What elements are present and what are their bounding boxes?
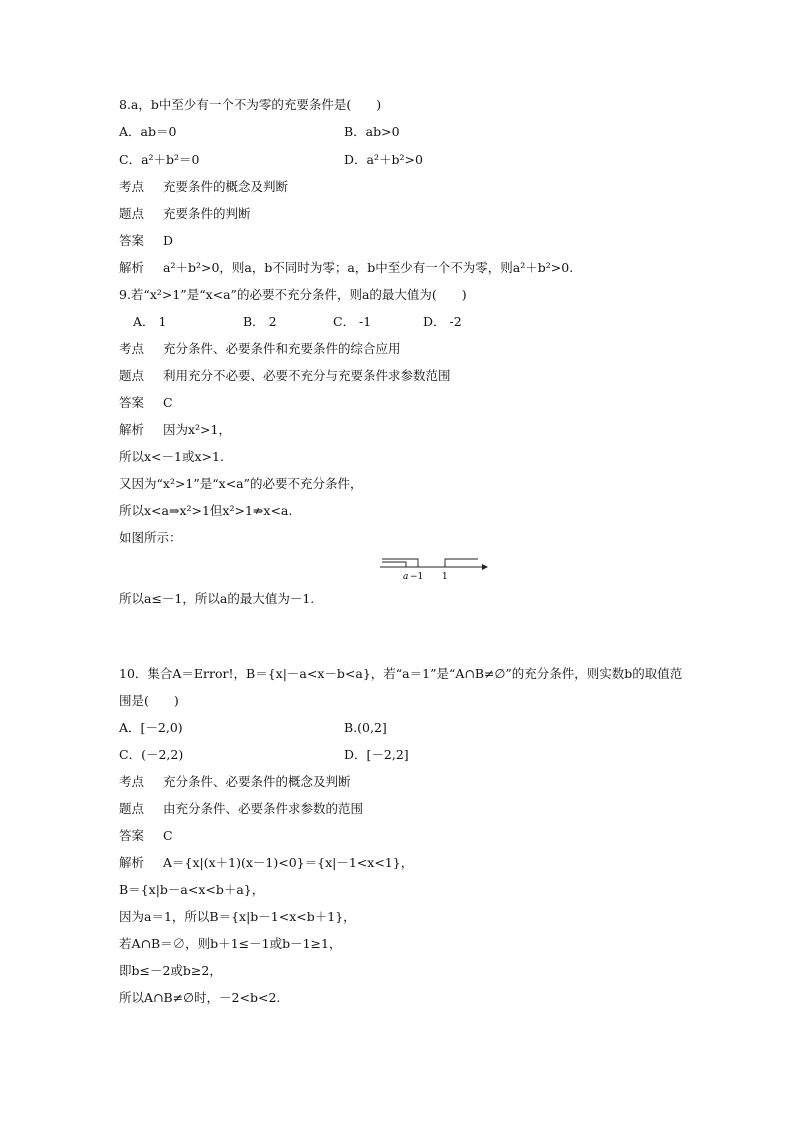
q9-solution-line-1: 所以x<－1或x>1. bbox=[119, 449, 224, 464]
q9-solution-line-3: 所以x<a⇒x²>1但x²>1⇏x<a. bbox=[119, 503, 293, 518]
q9-option-c: C． -1 bbox=[333, 314, 372, 329]
kaodian-text: 充分条件、必要条件的概念及判断 bbox=[163, 774, 351, 789]
q10-solution-line-1: B＝{x|b－a<x<b＋a}， bbox=[119, 882, 265, 897]
q9-solution-line-4: 如图所示： bbox=[119, 530, 182, 545]
q9-answer bbox=[119, 395, 173, 411]
jiexi-label: 解析 bbox=[119, 260, 145, 275]
number-line-figure bbox=[378, 553, 488, 583]
q9-tidian bbox=[119, 368, 451, 384]
q9-option-a: A． 1 bbox=[133, 314, 167, 329]
q9-solution-line-5: 所以a≤－1，所以a的最大值为－1. bbox=[119, 591, 315, 606]
tidian-text: 由充分条件、必要条件求参数的范围 bbox=[163, 801, 364, 816]
q9-kaodian bbox=[119, 341, 401, 357]
answer-text: C bbox=[163, 828, 173, 843]
q9-option-d: D． -2 bbox=[423, 314, 462, 329]
q10-solution-line-4: 即b≤－2或b≥2， bbox=[119, 963, 222, 978]
q9-solution-line-2: 又因为“x²>1”是“x<a”的必要不充分条件， bbox=[119, 476, 363, 491]
q10-stem-line-2: 围是( ) bbox=[119, 693, 179, 708]
range-x-gt-1 bbox=[445, 559, 478, 567]
answer-label: 答案 bbox=[119, 233, 145, 248]
q8-option-a: A．ab＝0 bbox=[119, 124, 177, 139]
q8-option-b: B．ab>0 bbox=[344, 124, 400, 139]
kaodian-label: 考点 bbox=[119, 341, 145, 356]
q10-kaodian bbox=[119, 774, 351, 790]
q9-option-b: B． 2 bbox=[243, 314, 277, 329]
tidian-label: 题点 bbox=[119, 801, 145, 816]
q8-answer bbox=[119, 233, 173, 249]
q10-option-c: C．(－2,2) bbox=[119, 747, 184, 762]
tidian-label: 题点 bbox=[119, 206, 145, 221]
label-a: a bbox=[403, 572, 409, 582]
answer-text: C bbox=[163, 395, 173, 410]
tidian-text: 充要条件的判断 bbox=[163, 206, 251, 221]
label-minus-1: −1 bbox=[410, 572, 424, 582]
q10-answer bbox=[119, 828, 173, 844]
q10-tidian bbox=[119, 801, 363, 817]
q10-solution-line-5: 所以A∩B≠∅时，－2<b<2. bbox=[119, 990, 281, 1005]
q8-stem: 8.a，b中至少有一个不为零的充要条件是( ) bbox=[119, 97, 382, 112]
kaodian-text: 充要条件的概念及判断 bbox=[163, 179, 289, 194]
answer-label: 答案 bbox=[119, 828, 145, 843]
jiexi-text: a²＋b²>0，则a，b不同时为零；a，b中至少有一个不为零，则a²＋b²>0. bbox=[163, 260, 574, 275]
kaodian-text: 充分条件、必要条件和充要条件的综合应用 bbox=[163, 341, 401, 356]
q10-option-b: B.(0,2] bbox=[344, 720, 387, 735]
q8-tidian bbox=[119, 206, 251, 222]
label-1: 1 bbox=[442, 572, 448, 582]
q10-stem-line-1: 10．集合A＝Error!，B＝{x|－a<x－b<a}，若“a＝1”是“A∩B≠∅”的充分条件，则实数b的取值范 bbox=[119, 666, 683, 681]
q8-jiexi bbox=[119, 260, 573, 276]
answer-label: 答案 bbox=[119, 395, 145, 410]
q10-jiexi bbox=[119, 855, 413, 871]
q9-jiexi bbox=[119, 422, 231, 438]
tidian-label: 题点 bbox=[119, 368, 145, 383]
q10-solution-line-3: 若A∩B＝∅，则b＋1≤－1或b－1≥1， bbox=[119, 936, 342, 951]
jiexi-label: 解析 bbox=[119, 855, 145, 870]
answer-text: D bbox=[163, 233, 174, 248]
jiexi-text: A＝{x|(x＋1)(x－1)<0}＝{x|－1<x<1}， bbox=[163, 855, 414, 870]
q8-option-c: C．a²＋b²＝0 bbox=[119, 152, 200, 167]
q10-option-a: A．[－2,0) bbox=[119, 720, 183, 735]
jiexi-label: 解析 bbox=[119, 422, 145, 437]
q9-stem: 9.若“x²>1”是“x<a”的必要不充分条件，则a的最大值为( ) bbox=[119, 287, 467, 302]
tidian-text: 利用充分不必要、必要不充分与充要条件求参数范围 bbox=[163, 368, 451, 383]
range-x-lt-minus-1 bbox=[382, 559, 418, 567]
q8-option-d: D．a²＋b²>0 bbox=[344, 152, 423, 167]
range-x-lt-a bbox=[382, 562, 406, 567]
kaodian-label: 考点 bbox=[119, 774, 145, 789]
q10-solution-line-2: 因为a＝1，所以B＝{x|b－1<x<b＋1}， bbox=[119, 909, 356, 924]
jiexi-text: 因为x²>1， bbox=[163, 422, 231, 437]
q9-options bbox=[133, 314, 462, 330]
number-line-arrow bbox=[482, 564, 488, 570]
q8-kaodian bbox=[119, 179, 288, 195]
q10-option-d: D．[－2,2] bbox=[344, 747, 409, 762]
kaodian-label: 考点 bbox=[119, 179, 145, 194]
